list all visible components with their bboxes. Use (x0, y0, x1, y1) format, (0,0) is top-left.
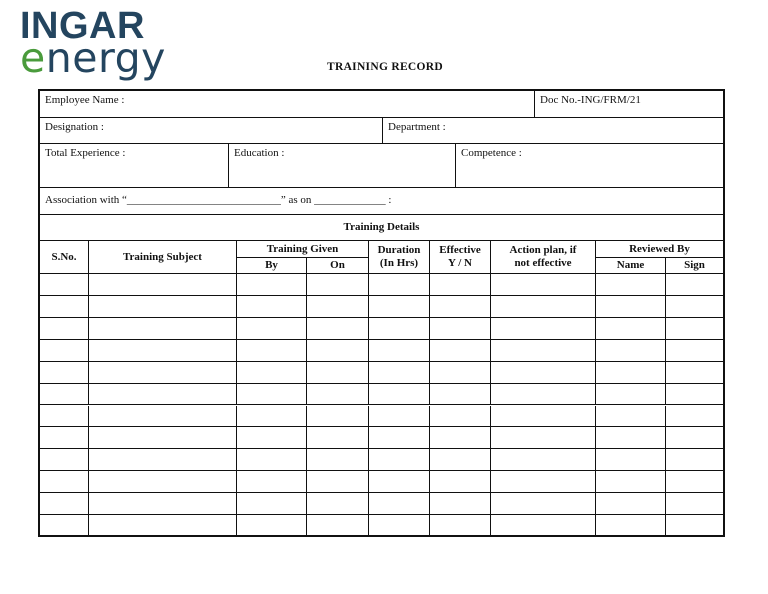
row-5-subject-cell[interactable] (89, 362, 237, 384)
row-4-subject-cell[interactable] (89, 340, 237, 362)
row-11-effective-cell[interactable] (430, 493, 491, 515)
col-subject-header: Training Subject (89, 241, 237, 274)
row-9-reviewed-name-cell[interactable] (596, 449, 666, 471)
designation-label: Designation : (45, 121, 104, 133)
row-2-given-by-cell[interactable] (237, 296, 307, 318)
col-reviewed-name-header: Name (596, 258, 666, 274)
row-12-given-on-cell[interactable] (307, 515, 369, 537)
document-title: TRAINING RECORD (327, 61, 443, 73)
association-label: Association with “____________________________” as on _____________ : (45, 194, 392, 206)
col-action-plan-header (491, 241, 596, 274)
row-12-subject-cell[interactable] (89, 515, 237, 537)
row-5-sno-cell[interactable] (40, 362, 89, 384)
row-9-effective-cell[interactable] (430, 449, 491, 471)
row-5-given-by-cell[interactable] (237, 362, 307, 384)
row-3-reviewed-name-cell[interactable] (596, 318, 666, 340)
row-3-given-on-cell[interactable] (307, 318, 369, 340)
row-7-action-plan-cell[interactable] (491, 406, 596, 428)
row-8-reviewed-sign-cell[interactable] (666, 427, 723, 449)
row-4-given-by-cell[interactable] (237, 340, 307, 362)
row-6-subject-cell[interactable] (89, 384, 237, 406)
logo-wordmark-top: INGAR (20, 5, 145, 47)
row-5-reviewed-sign-cell[interactable] (666, 362, 723, 384)
row-4-reviewed-sign-cell[interactable] (666, 340, 723, 362)
row-2-subject-cell[interactable] (89, 296, 237, 318)
row-10-reviewed-sign-cell[interactable] (666, 471, 723, 493)
row-3-action-plan-cell[interactable] (491, 318, 596, 340)
row-4-reviewed-name-cell[interactable] (596, 340, 666, 362)
col-duration-header (369, 241, 430, 274)
row-3-subject-cell[interactable] (89, 318, 237, 340)
row-4-action-plan-cell[interactable] (491, 340, 596, 362)
row-10-effective-cell[interactable] (430, 471, 491, 493)
row-4-duration-cell[interactable] (369, 340, 430, 362)
employee-name-field[interactable] (40, 91, 535, 118)
logo-e-letter: e (20, 34, 46, 82)
row-8-effective-cell[interactable] (430, 427, 491, 449)
row-10-duration-cell[interactable] (369, 471, 430, 493)
row-12-reviewed-name-cell[interactable] (596, 515, 666, 537)
employee-name-label: Employee Name : (45, 94, 125, 106)
row-9-given-by-cell[interactable] (237, 449, 307, 471)
doc-no-label: Doc No.-ING/FRM/21 (540, 94, 641, 106)
row-3-sno-cell[interactable] (40, 318, 89, 340)
row-3-duration-cell[interactable] (369, 318, 430, 340)
row-1-duration-cell[interactable] (369, 274, 430, 296)
competence-label: Competence : (461, 147, 522, 159)
row-11-duration-cell[interactable] (369, 493, 430, 515)
duration-line1: Duration (377, 244, 421, 256)
total-experience-label: Total Experience : (45, 147, 126, 159)
education-field[interactable] (229, 144, 456, 188)
row-11-reviewed-name-cell[interactable] (596, 493, 666, 515)
action-line1: Action plan, if (509, 244, 577, 256)
row-3-reviewed-sign-cell[interactable] (666, 318, 723, 340)
row-12-effective-cell[interactable] (430, 515, 491, 537)
logo-wordmark-bottom (20, 34, 180, 82)
effective-line1: Effective (439, 244, 481, 256)
row-5-given-on-cell[interactable] (307, 362, 369, 384)
designation-field[interactable] (40, 118, 383, 144)
row-9-subject-cell[interactable] (89, 449, 237, 471)
row-7-subject-cell[interactable] (89, 406, 237, 428)
row-9-reviewed-sign-cell[interactable] (666, 449, 723, 471)
col-training-given-header: Training Given (237, 241, 369, 258)
row-6-given-on-cell[interactable] (307, 384, 369, 406)
row-9-action-plan-cell[interactable] (491, 449, 596, 471)
row-5-action-plan-cell[interactable] (491, 362, 596, 384)
row-5-duration-cell[interactable] (369, 362, 430, 384)
row-2-effective-cell[interactable] (430, 296, 491, 318)
logo-rest: nergy (45, 34, 166, 82)
row-11-given-by-cell[interactable] (237, 493, 307, 515)
row-4-given-on-cell[interactable] (307, 340, 369, 362)
row-12-given-by-cell[interactable] (237, 515, 307, 537)
row-8-duration-cell[interactable] (369, 427, 430, 449)
row-9-given-on-cell[interactable] (307, 449, 369, 471)
row-8-sno-cell[interactable] (40, 427, 89, 449)
row-5-reviewed-name-cell[interactable] (596, 362, 666, 384)
row-2-action-plan-cell[interactable] (491, 296, 596, 318)
row-6-reviewed-sign-cell[interactable] (666, 384, 723, 406)
row-8-given-on-cell[interactable] (307, 427, 369, 449)
row-11-action-plan-cell[interactable] (491, 493, 596, 515)
row-9-sno-cell[interactable] (40, 449, 89, 471)
training-record-form (38, 89, 725, 537)
row-7-given-on-cell[interactable] (307, 406, 369, 428)
row-1-sno-cell[interactable] (40, 274, 89, 296)
col-reviewed-sign-header: Sign (666, 258, 723, 274)
row-6-given-by-cell[interactable] (237, 384, 307, 406)
effective-line2: Y / N (447, 257, 473, 269)
col-reviewed-by-header: Reviewed By (596, 241, 723, 258)
row-2-given-on-cell[interactable] (307, 296, 369, 318)
col-given-by-header: By (237, 258, 307, 274)
education-label: Education : (234, 147, 285, 159)
col-sno-header: S.No. (40, 241, 89, 274)
row-1-given-by-cell[interactable] (237, 274, 307, 296)
row-9-duration-cell[interactable] (369, 449, 430, 471)
row-4-effective-cell[interactable] (430, 340, 491, 362)
row-6-duration-cell[interactable] (369, 384, 430, 406)
doc-no-field (535, 91, 723, 118)
row-11-subject-cell[interactable] (89, 493, 237, 515)
row-12-action-plan-cell[interactable] (491, 515, 596, 537)
row-1-effective-cell[interactable] (430, 274, 491, 296)
row-10-given-on-cell[interactable] (307, 471, 369, 493)
row-6-reviewed-name-cell[interactable] (596, 384, 666, 406)
row-6-action-plan-cell[interactable] (491, 384, 596, 406)
row-7-reviewed-name-cell[interactable] (596, 406, 666, 428)
row-1-given-on-cell[interactable] (307, 274, 369, 296)
row-10-subject-cell[interactable] (89, 471, 237, 493)
duration-line2: (In Hrs) (379, 257, 419, 269)
row-12-reviewed-sign-cell[interactable] (666, 515, 723, 537)
row-6-sno-cell[interactable] (40, 384, 89, 406)
row-1-reviewed-sign-cell[interactable] (666, 274, 723, 296)
row-11-given-on-cell[interactable] (307, 493, 369, 515)
row-7-reviewed-sign-cell[interactable] (666, 406, 723, 428)
department-field[interactable] (383, 118, 723, 144)
row-10-action-plan-cell[interactable] (491, 471, 596, 493)
row-8-reviewed-name-cell[interactable] (596, 427, 666, 449)
association-field[interactable] (40, 188, 723, 215)
row-10-sno-cell[interactable] (40, 471, 89, 493)
row-1-reviewed-name-cell[interactable] (596, 274, 666, 296)
col-given-on-header: On (307, 258, 369, 274)
col-effective-header (430, 241, 491, 274)
row-2-reviewed-sign-cell[interactable] (666, 296, 723, 318)
row-11-reviewed-sign-cell[interactable] (666, 493, 723, 515)
row-8-action-plan-cell[interactable] (491, 427, 596, 449)
row-1-subject-cell[interactable] (89, 274, 237, 296)
row-2-duration-cell[interactable] (369, 296, 430, 318)
action-line2: not effective (514, 257, 572, 269)
row-12-sno-cell[interactable] (40, 515, 89, 537)
row-2-sno-cell[interactable] (40, 296, 89, 318)
competence-field[interactable] (456, 144, 723, 188)
row-10-given-by-cell[interactable] (237, 471, 307, 493)
row-3-given-by-cell[interactable] (237, 318, 307, 340)
row-7-sno-cell[interactable] (40, 406, 89, 428)
row-8-given-by-cell[interactable] (237, 427, 307, 449)
company-logo (20, 5, 180, 82)
row-7-effective-cell[interactable] (430, 406, 491, 428)
row-10-reviewed-name-cell[interactable] (596, 471, 666, 493)
row-2-reviewed-name-cell[interactable] (596, 296, 666, 318)
row-5-effective-cell[interactable] (430, 362, 491, 384)
row-4-sno-cell[interactable] (40, 340, 89, 362)
department-label: Department : (388, 121, 446, 133)
row-1-action-plan-cell[interactable] (491, 274, 596, 296)
row-7-given-by-cell[interactable] (237, 406, 307, 428)
row-7-duration-cell[interactable] (369, 406, 430, 428)
row-3-effective-cell[interactable] (430, 318, 491, 340)
training-details-heading: Training Details (40, 215, 723, 241)
row-11-sno-cell[interactable] (40, 493, 89, 515)
total-experience-field[interactable] (40, 144, 229, 188)
row-6-effective-cell[interactable] (430, 384, 491, 406)
row-8-subject-cell[interactable] (89, 427, 237, 449)
row-12-duration-cell[interactable] (369, 515, 430, 537)
